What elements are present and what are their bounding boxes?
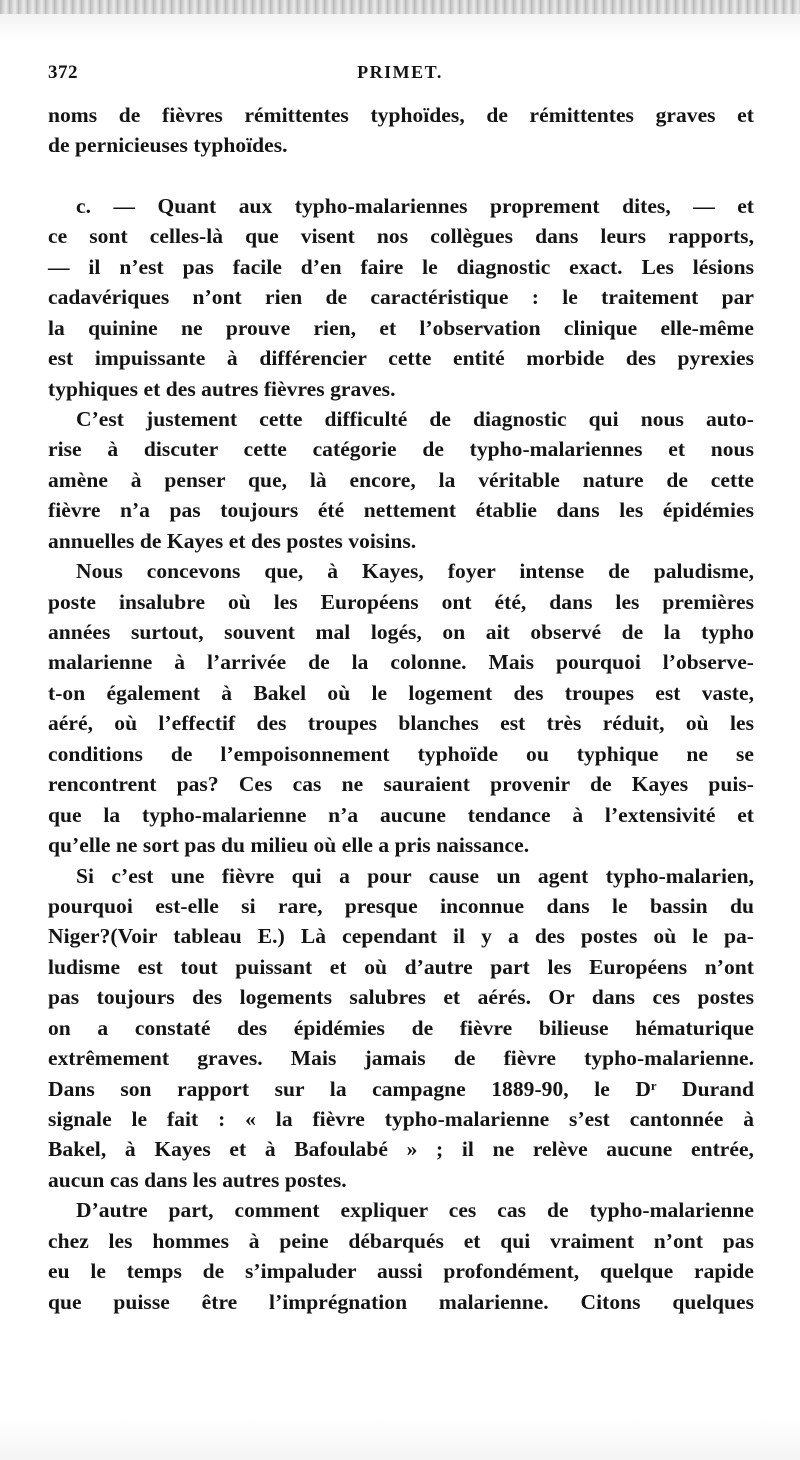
- text-line: de pernicieuses typhoïdes.: [48, 133, 288, 158]
- text-line: amène à penser que, là encore, la véritable nature de cette: [48, 467, 754, 492]
- running-head: [48, 62, 752, 88]
- text-line: Si c’est une fièvre qui a pour cause un agent typho-malarien,: [76, 863, 754, 888]
- text-line: conditions de l’empoisonnement typhoïde ou typhique ne se: [48, 741, 754, 766]
- text-line: — il n’est pas facile d’en faire le diagnostic exact. Les lésions: [48, 254, 754, 279]
- text-line: chez les hommes à peine débarqués et qui vraiment n’ont pas: [48, 1228, 754, 1253]
- text-line: fièvre n’a pas toujours été nettement établie dans les épidémies: [48, 498, 754, 523]
- text-line: pas toujours des logements salubres et aérés. Or dans ces postes: [48, 985, 754, 1010]
- text-line: ludisme est tout puissant et où d’autre part les Européens n’ont: [48, 954, 754, 979]
- text-line: annuelles de Kayes et des postes voisins.: [48, 528, 417, 553]
- text-line: rise à discuter cette catégorie de typho-malariennes et nous: [48, 437, 754, 462]
- text-line: Dans son rapport sur la campagne 1889-90, le Dʳ Durand: [48, 1076, 754, 1101]
- text-line: C’est justement cette difficulté de diagnostic qui nous auto-: [76, 406, 754, 431]
- text-line: Bakel, à Kayes et à Bafoulabé » ; il ne relève aucune entrée,: [48, 1137, 754, 1162]
- text-line: Niger?(Voir tableau E.) Là cependant il y a des postes où le pa-: [48, 924, 754, 949]
- text-line: noms de fièvres rémittentes typhoïdes, de rémittentes graves et: [48, 103, 754, 127]
- body-text: [48, 100, 754, 1317]
- text-line: rencontrent pas? Ces cas ne sauraient provenir de Kayes puis-: [48, 772, 754, 797]
- text-line: aéré, où l’effectif des troupes blanches est très réduit, où les: [48, 711, 754, 736]
- text-line: la quinine ne prouve rien, et l’observation clinique elle-même: [48, 315, 754, 340]
- text-line: signale le fait : « la fièvre typho-malarienne s’est cantonnée à: [48, 1107, 754, 1131]
- text-line: eu le temps de s’impaluder aussi profondément, quelque rapide: [48, 1259, 754, 1284]
- text-line: cadavériques n’ont rien de caractéristique : le traitement par: [48, 285, 754, 310]
- text-line: c. — Quant aux typho-malariennes proprement dites, — et: [76, 193, 754, 218]
- text-line: ce sont celles-là que visent nos collègues dans leurs rapports,: [48, 224, 754, 249]
- text-line: t-on également à Bakel où le logement des troupes est vaste,: [48, 680, 754, 705]
- text-line: que la typho-malarienne n’a aucune tendance à l’extensivité et: [48, 802, 754, 827]
- text-line: typhiques et des autres fièvres graves.: [48, 376, 396, 401]
- running-title: PRIMET.: [357, 62, 443, 82]
- text-line: poste insalubre où les Européens ont été, dans les premières: [48, 589, 754, 614]
- text-line: Nous concevons que, à Kayes, foyer intense de paludisme,: [76, 559, 754, 584]
- text-line: aucun cas dans les autres postes.: [48, 1167, 347, 1192]
- text-line: est impuissante à différencier cette entité morbide des pyrexies: [48, 346, 754, 371]
- text-line: D’autre part, comment expliquer ces cas de typho-malarienne: [76, 1198, 754, 1223]
- text-line: extrêmement graves. Mais jamais de fièvre typho-malarienne.: [48, 1046, 754, 1071]
- text-line: pourquoi est-elle si rare, presque inconnue dans le bassin du: [48, 893, 754, 918]
- scan-edge: [0, 0, 800, 14]
- text-line: que puisse être l’imprégnation malarienne. Citons quelques: [48, 1289, 754, 1314]
- text-line: malarienne à l’arrivée de la colonne. Mais pourquoi l’observe-: [48, 650, 754, 675]
- text-line: on a constaté des épidémies de fièvre bilieuse hématurique: [48, 1015, 754, 1040]
- page-number: 372: [48, 62, 78, 83]
- text-line: années surtout, souvent mal logés, on ait observé de la typho: [48, 620, 754, 644]
- text-line: qu’elle ne sort pas du milieu où elle a pris naissance.: [48, 833, 530, 858]
